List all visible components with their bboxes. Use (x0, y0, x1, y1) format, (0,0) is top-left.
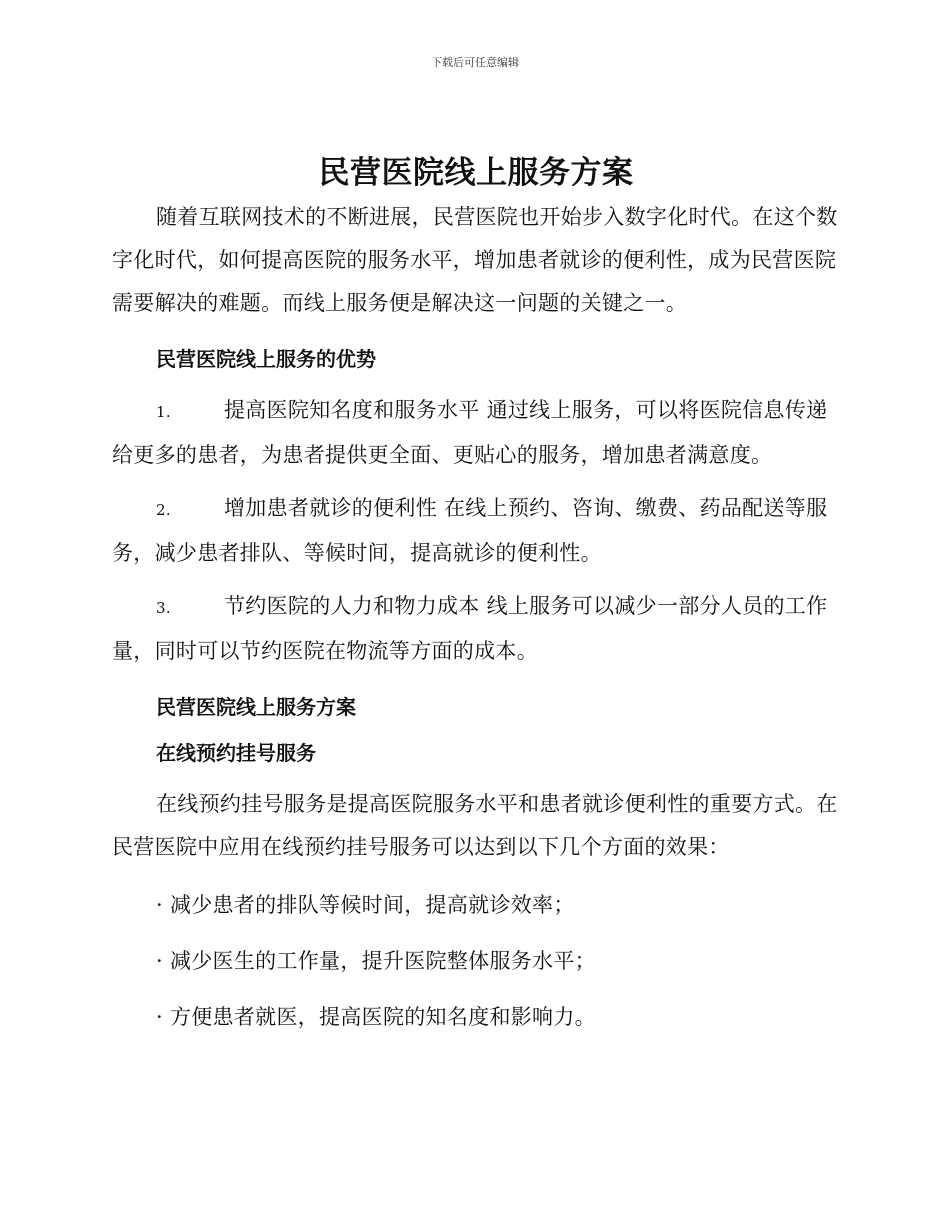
subsection-heading-online-booking: 在线预约挂号服务 (156, 741, 316, 765)
bullet-item-2: · 减少医生的工作量，提升医院整体服务水平； (156, 949, 596, 973)
advantage-item-3 (112, 585, 840, 673)
advantage-item-1 (112, 389, 840, 477)
advantage-number: 2. (156, 501, 171, 519)
online-booking-paragraph: 在线预约挂号服务是提高医院服务水平和患者就诊便利性的重要方式。在民营医院中应用在线预约挂号服务可以达到以下几个方面的效果： (112, 792, 838, 859)
advantage-text: 提高医院知名度和服务水平 通过线上服务，可以将医院信息传递给更多的患者，为患者提供更全面、更贴心的服务，增加患者满意度。 (112, 398, 828, 467)
section-heading-plan: 民营医院线上服务方案 (156, 695, 356, 719)
bullet-item-1: · 减少患者的排队等候时间，提高就诊效率； (156, 893, 575, 917)
bullet-item-3: · 方便患者就医，提高医院的知名度和影响力。 (156, 1005, 596, 1029)
intro-paragraph: 随着互联网技术的不断进展，民营医院也开始步入数字化时代。在这个数字化时代，如何提高医院的服务水平，增加患者就诊的便利性，成为民营医院需要解决的难题。而线上服务便是解决这一问题的关键之一。 (112, 205, 838, 315)
section-heading-advantages: 民营医院线上服务的优势 (156, 347, 376, 371)
advantage-item-2 (112, 487, 840, 575)
header-note: 下载后可任意编辑 (431, 56, 519, 69)
advantage-text: 节约医院的人力和物力成本 线上服务可以减少一部分人员的工作量，同时可以节约医院在物流等方面的成本。 (112, 594, 828, 663)
advantage-number: 3. (156, 599, 171, 617)
document-title: 民营医院线上服务方案 (318, 155, 634, 191)
advantage-number: 1. (156, 403, 171, 421)
document-content (112, 150, 840, 1031)
advantage-text: 增加患者就诊的便利性 在线上预约、咨询、缴费、药品配送等服务，减少患者排队、等候时间，提高就诊的便利性。 (112, 496, 828, 565)
